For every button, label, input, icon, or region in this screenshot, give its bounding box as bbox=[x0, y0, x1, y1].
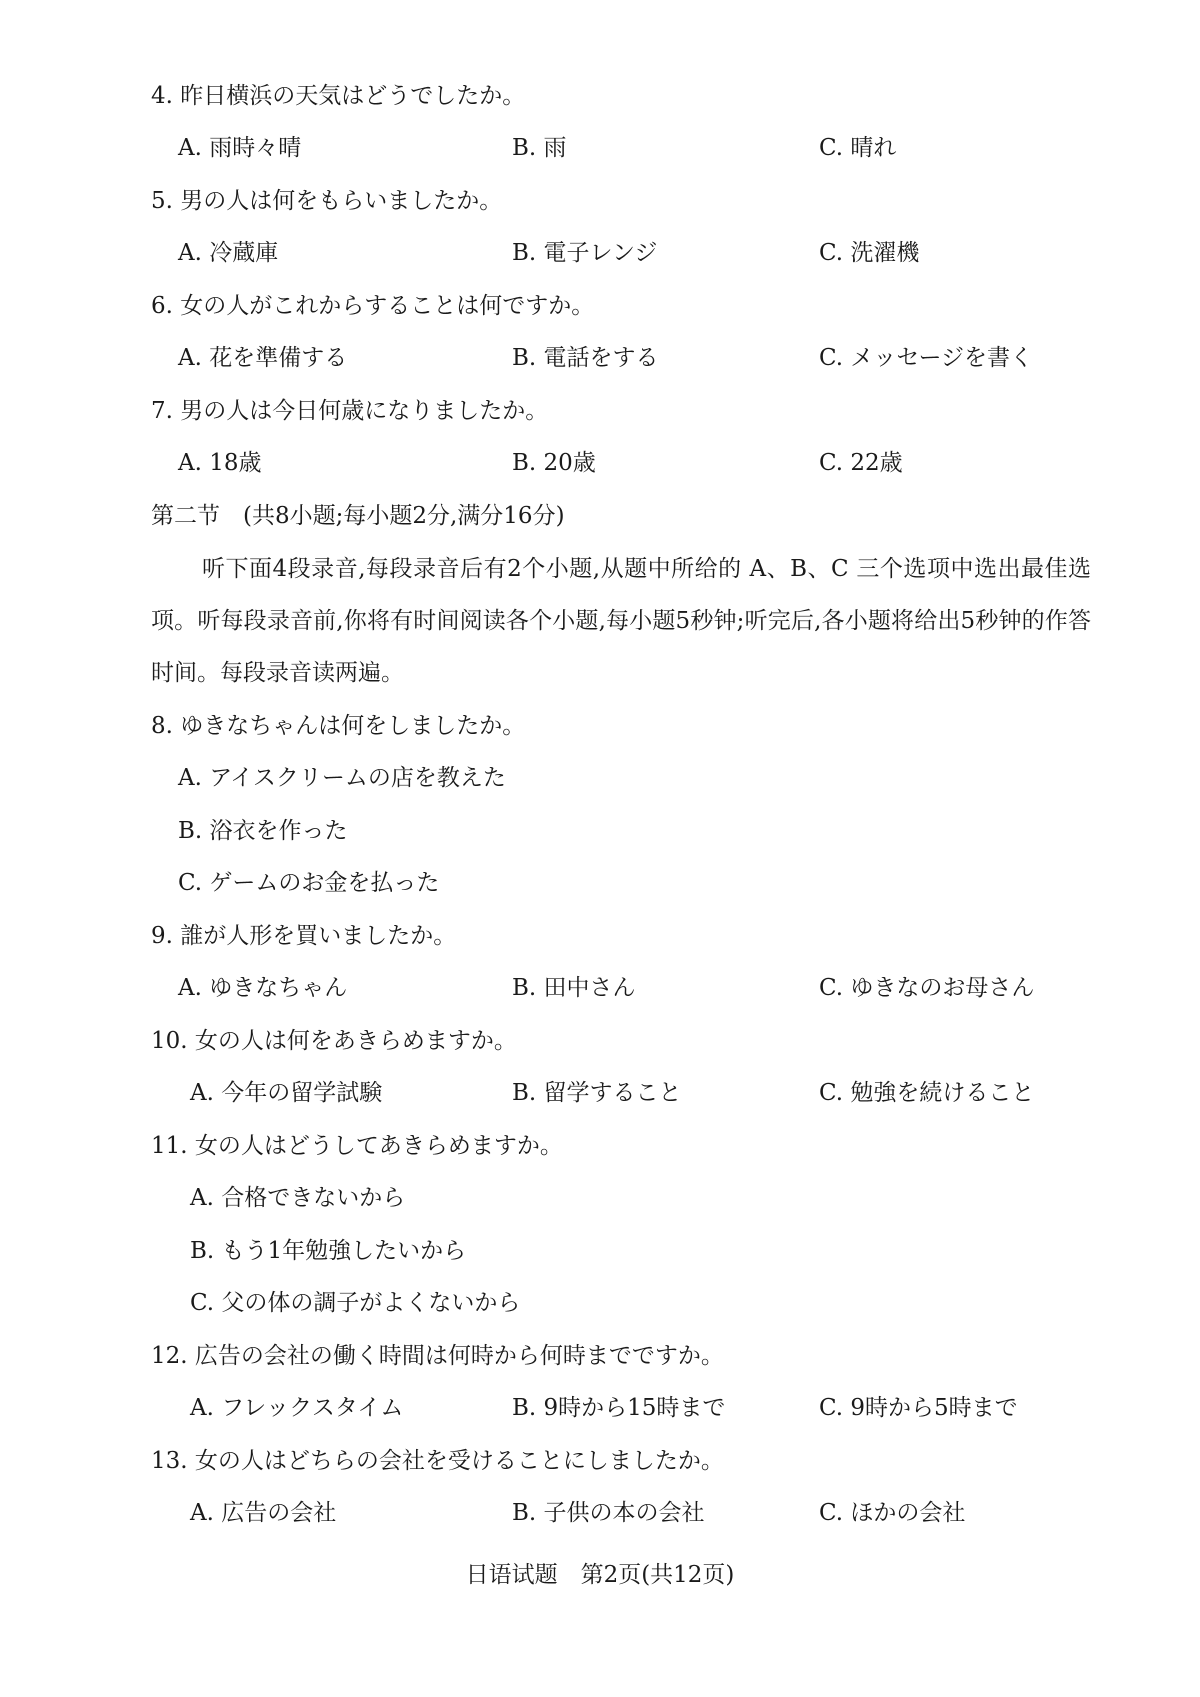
question-5-option-a: A. 冷蔵庫 bbox=[178, 240, 279, 266]
section-2-title: 第二节 (共8小题;每小题2分,满分16分) bbox=[151, 503, 565, 529]
question-10-option-a: A. 今年の留学試験 bbox=[190, 1080, 383, 1106]
question-9-option-c: C. ゆきなのお母さん bbox=[819, 975, 1035, 1001]
question-4-option-b: B. 雨 bbox=[512, 135, 567, 161]
question-10-option-b: B. 留学すること bbox=[512, 1080, 682, 1106]
question-7-option-c: C. 22歳 bbox=[819, 450, 903, 476]
question-6-option-c: C. メッセージを書く bbox=[819, 345, 1034, 371]
question-6-stem: 6. 女の人がこれからすることは何ですか。 bbox=[151, 293, 595, 319]
question-13-stem: 13. 女の人はどちらの会社を受けることにしましたか。 bbox=[151, 1448, 724, 1474]
question-7-option-b: B. 20歳 bbox=[512, 450, 596, 476]
question-13-option-a: A. 広告の会社 bbox=[190, 1500, 337, 1526]
question-10-stem: 10. 女の人は何をあきらめますか。 bbox=[151, 1028, 517, 1054]
question-4-stem: 4. 昨日横浜の天気はどうでしたか。 bbox=[151, 83, 526, 109]
question-6-option-a: A. 花を準備する bbox=[178, 345, 348, 371]
question-7-stem: 7. 男の人は今日何歳になりましたか。 bbox=[151, 398, 549, 424]
question-4-option-c: C. 晴れ bbox=[819, 135, 897, 161]
question-8-option-c: C. ゲームのお金を払った bbox=[178, 870, 440, 896]
question-8-option-b: B. 浴衣を作った bbox=[178, 818, 348, 844]
section-2-instructions: 听下面4段录音,每段录音后有2个小题,从题中所给的 A、B、C 三个选项中选出最佳选项。听每段录音前,你将有时间阅读各个小题,每小题5秒钟;听完后,各小题将给出5秒钟的作答时间。每段录音读两遍。 bbox=[151, 556, 1091, 686]
question-9-option-b: B. 田中さん bbox=[512, 975, 636, 1001]
page-footer: 日语试题 第2页(共12页) bbox=[465, 1562, 735, 1588]
question-12-option-b: B. 9時から15時まで bbox=[512, 1395, 726, 1421]
question-11-stem: 11. 女の人はどうしてあきらめますか。 bbox=[151, 1133, 563, 1159]
question-13-option-c: C. ほかの会社 bbox=[819, 1500, 966, 1526]
question-11-option-a: A. 合格できないから bbox=[190, 1185, 406, 1211]
question-7-option-a: A. 18歳 bbox=[178, 450, 262, 476]
question-6-option-b: B. 電話をする bbox=[512, 345, 659, 371]
question-9-option-a: A. ゆきなちゃん bbox=[178, 975, 348, 1001]
question-5-option-c: C. 洗濯機 bbox=[819, 240, 920, 266]
question-10-option-c: C. 勉強を続けること bbox=[819, 1080, 1035, 1106]
question-9-stem: 9. 誰が人形を買いましたか。 bbox=[151, 923, 457, 949]
question-13-option-b: B. 子供の本の会社 bbox=[512, 1500, 705, 1526]
question-8-stem: 8. ゆきなちゃんは何をしましたか。 bbox=[151, 713, 526, 739]
question-8-option-a: A. アイスクリームの店を教えた bbox=[178, 765, 506, 791]
question-12-option-a: A. フレックスタイム bbox=[190, 1395, 404, 1421]
question-11-option-c: C. 父の体の調子がよくないから bbox=[190, 1290, 521, 1316]
question-12-option-c: C. 9時から5時まで bbox=[819, 1395, 1018, 1421]
question-5-option-b: B. 電子レンジ bbox=[512, 240, 658, 266]
question-11-option-b: B. もう1年勉強したいから bbox=[190, 1238, 467, 1264]
question-5-stem: 5. 男の人は何をもらいましたか。 bbox=[151, 188, 503, 214]
question-12-stem: 12. 広告の会社の働く時間は何時から何時までですか。 bbox=[151, 1343, 724, 1369]
question-4-option-a: A. 雨時々晴 bbox=[178, 135, 302, 161]
